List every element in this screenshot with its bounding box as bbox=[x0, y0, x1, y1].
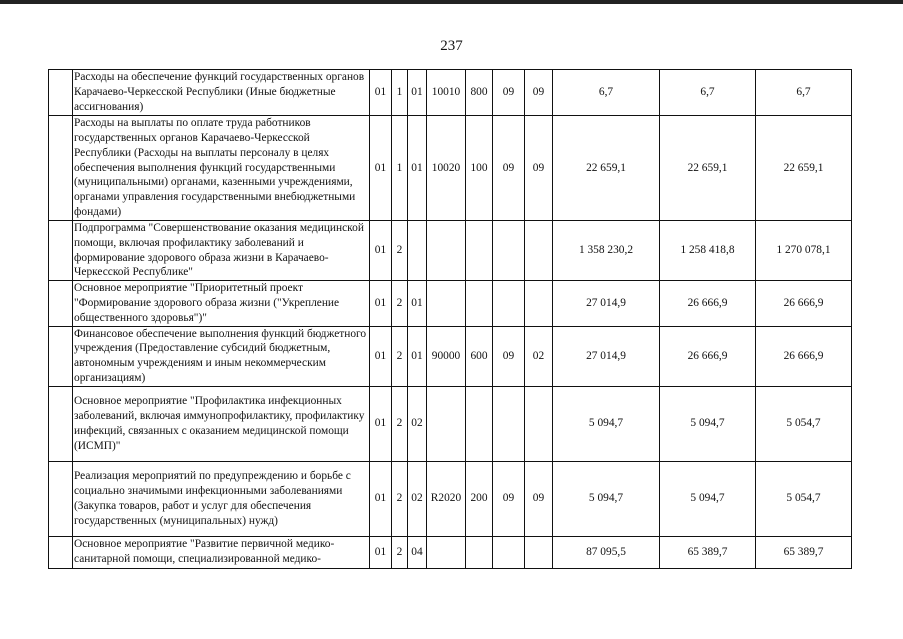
row-margin-cell bbox=[49, 386, 73, 461]
code-direction: 10020 bbox=[427, 116, 466, 221]
page-top-border bbox=[0, 0, 903, 4]
code-subsection: 09 bbox=[525, 70, 553, 116]
code-direction: R2020 bbox=[427, 461, 466, 536]
row-margin-cell bbox=[49, 116, 73, 221]
code-subsection: 09 bbox=[525, 116, 553, 221]
table-row bbox=[49, 281, 852, 326]
code-expense-type: 200 bbox=[466, 461, 493, 536]
code-subprogram: 1 bbox=[392, 70, 408, 116]
value-year-2: 26 666,9 bbox=[660, 281, 756, 326]
code-subsection: 09 bbox=[525, 461, 553, 536]
code-section: 01 bbox=[370, 326, 392, 386]
value-year-3: 26 666,9 bbox=[756, 281, 852, 326]
code-expense-type bbox=[466, 221, 493, 281]
code-event bbox=[408, 221, 427, 281]
code-subprogram: 2 bbox=[392, 281, 408, 326]
code-section: 01 bbox=[370, 461, 392, 536]
code-expense-type bbox=[466, 536, 493, 568]
code-subprogram: 2 bbox=[392, 326, 408, 386]
value-year-3: 5 054,7 bbox=[756, 386, 852, 461]
row-name-truncated bbox=[73, 536, 370, 568]
table-row bbox=[49, 461, 852, 536]
code-direction: 90000 bbox=[427, 326, 466, 386]
table-row bbox=[49, 386, 852, 461]
value-year-2: 22 659,1 bbox=[660, 116, 756, 221]
value-year-3: 6,7 bbox=[756, 70, 852, 116]
table-row bbox=[49, 536, 852, 568]
code-section: 01 bbox=[370, 281, 392, 326]
code-section: 01 bbox=[370, 70, 392, 116]
code-chapter bbox=[493, 386, 525, 461]
code-event: 02 bbox=[408, 461, 427, 536]
value-year-1: 87 095,5 bbox=[553, 536, 660, 568]
row-name: Основное мероприятие "Развитие первичной медико-санитарной помощи, специализированной медико- bbox=[74, 538, 335, 566]
code-subprogram: 2 bbox=[392, 536, 408, 568]
value-year-3: 26 666,9 bbox=[756, 326, 852, 386]
code-chapter bbox=[493, 281, 525, 326]
code-event: 02 bbox=[408, 386, 427, 461]
value-year-3: 65 389,7 bbox=[756, 536, 852, 568]
code-expense-type: 600 bbox=[466, 326, 493, 386]
row-margin-cell bbox=[49, 281, 73, 326]
table-row bbox=[49, 70, 852, 116]
table-row bbox=[49, 326, 852, 386]
code-chapter bbox=[493, 536, 525, 568]
budget-table bbox=[48, 69, 852, 569]
value-year-2: 26 666,9 bbox=[660, 326, 756, 386]
code-subsection bbox=[525, 386, 553, 461]
value-year-1: 1 358 230,2 bbox=[553, 221, 660, 281]
row-margin-cell bbox=[49, 461, 73, 536]
code-section: 01 bbox=[370, 536, 392, 568]
code-subprogram: 2 bbox=[392, 221, 408, 281]
code-chapter: 09 bbox=[493, 70, 525, 116]
value-year-3: 22 659,1 bbox=[756, 116, 852, 221]
value-year-1: 22 659,1 bbox=[553, 116, 660, 221]
row-name: Основное мероприятие "Профилактика инфекционных заболеваний, включая иммунопрофилактику, профилактику инфекций, связанных с оказанием медицинской помощи (ИСМП)" bbox=[73, 386, 370, 461]
table-body bbox=[49, 70, 852, 569]
code-direction: 10010 bbox=[427, 70, 466, 116]
row-margin-cell bbox=[49, 70, 73, 116]
code-chapter bbox=[493, 221, 525, 281]
value-year-1: 27 014,9 bbox=[553, 281, 660, 326]
code-event: 01 bbox=[408, 70, 427, 116]
row-name: Расходы на выплаты по оплате труда работников государственных органов Карачаево-Черкесской Республики (Расходы на выплаты персоналу в целях обеспечения выполнения функций государственными (муниципальными) органами, казенными учреждениями, органами управления государственными внебюджетными фондами) bbox=[73, 116, 370, 221]
code-direction bbox=[427, 386, 466, 461]
code-event: 01 bbox=[408, 326, 427, 386]
code-subsection bbox=[525, 221, 553, 281]
code-expense-type bbox=[466, 281, 493, 326]
code-subsection: 02 bbox=[525, 326, 553, 386]
code-subprogram: 1 bbox=[392, 116, 408, 221]
code-expense-type: 100 bbox=[466, 116, 493, 221]
row-name: Финансовое обеспечение выполнения функций бюджетного учреждения (Предоставление субсидий бюджетным, автономным учреждениям и иным некоммерческим организациям) bbox=[73, 326, 370, 386]
code-event: 01 bbox=[408, 281, 427, 326]
value-year-3: 1 270 078,1 bbox=[756, 221, 852, 281]
code-section: 01 bbox=[370, 221, 392, 281]
value-year-1: 5 094,7 bbox=[553, 461, 660, 536]
table-row bbox=[49, 116, 852, 221]
code-expense-type: 800 bbox=[466, 70, 493, 116]
value-year-3: 5 054,7 bbox=[756, 461, 852, 536]
code-chapter: 09 bbox=[493, 326, 525, 386]
value-year-2: 65 389,7 bbox=[660, 536, 756, 568]
code-subsection bbox=[525, 536, 553, 568]
code-subprogram: 2 bbox=[392, 461, 408, 536]
code-subsection bbox=[525, 281, 553, 326]
value-year-2: 6,7 bbox=[660, 70, 756, 116]
row-name: Подпрограмма "Совершенствование оказания медицинской помощи, включая профилактику заболеваний и формирование здорового образа жизни в Карачаево-Черкесской Республике" bbox=[73, 221, 370, 281]
table-row bbox=[49, 221, 852, 281]
code-event: 04 bbox=[408, 536, 427, 568]
row-margin-cell bbox=[49, 221, 73, 281]
row-name: Расходы на обеспечение функций государственных органов Карачаево-Черкесской Республики (Иные бюджетные ассигнования) bbox=[73, 70, 370, 116]
value-year-2: 1 258 418,8 bbox=[660, 221, 756, 281]
code-direction bbox=[427, 221, 466, 281]
value-year-2: 5 094,7 bbox=[660, 386, 756, 461]
code-section: 01 bbox=[370, 116, 392, 221]
code-chapter: 09 bbox=[493, 116, 525, 221]
code-direction bbox=[427, 536, 466, 568]
value-year-1: 27 014,9 bbox=[553, 326, 660, 386]
code-subprogram: 2 bbox=[392, 386, 408, 461]
value-year-1: 6,7 bbox=[553, 70, 660, 116]
code-direction bbox=[427, 281, 466, 326]
value-year-2: 5 094,7 bbox=[660, 461, 756, 536]
row-name: Реализация мероприятий по предупреждению и борьбе с социально значимыми инфекционными заболеваниями (Закупка товаров, работ и услуг для обеспечения государственных (муниципальных) нужд) bbox=[73, 461, 370, 536]
code-chapter: 09 bbox=[493, 461, 525, 536]
row-margin-cell bbox=[49, 536, 73, 568]
value-year-1: 5 094,7 bbox=[553, 386, 660, 461]
code-section: 01 bbox=[370, 386, 392, 461]
row-name: Основное мероприятие "Приоритетный проект "Формирование здорового образа жизни ("Укрепление общественного здоровья")" bbox=[73, 281, 370, 326]
code-event: 01 bbox=[408, 116, 427, 221]
code-expense-type bbox=[466, 386, 493, 461]
page-number: 237 bbox=[440, 38, 463, 54]
row-margin-cell bbox=[49, 326, 73, 386]
